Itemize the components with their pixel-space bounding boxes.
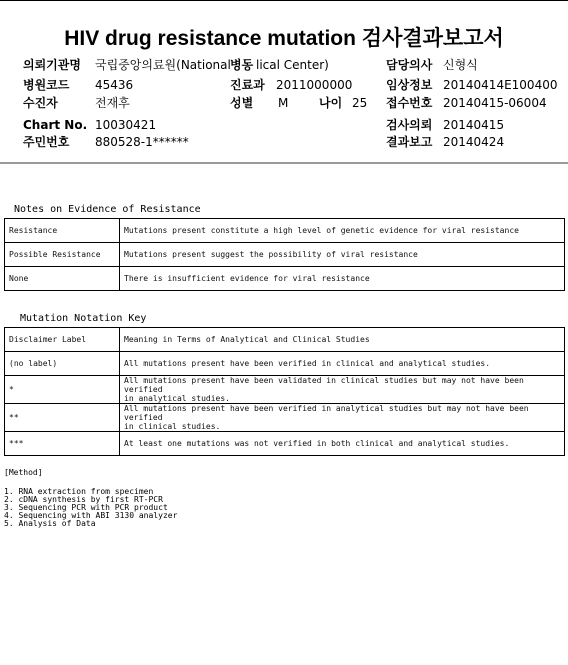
table-header-row: [5, 328, 565, 352]
table-row: [5, 432, 565, 456]
evidence-section-title: Notes on Evidence of Resistance: [14, 204, 201, 215]
notation-label: (no label): [5, 352, 120, 376]
method-step: 5. Analysis of Data: [4, 519, 96, 528]
notation-label: *: [5, 376, 120, 404]
notation-line: All mutations present have been verified in clinical and analytical studies.: [124, 359, 491, 368]
table-row: [5, 267, 565, 291]
hospital-code-label: 병원코드: [23, 78, 70, 92]
age-label: 나이: [319, 96, 343, 110]
sex-label: 성별: [230, 96, 254, 110]
institution-label: 의뢰기관명: [23, 58, 81, 72]
evidence-label: Possible Resistance: [5, 243, 120, 267]
dept-label: 진료과: [230, 78, 265, 92]
notation-line: All mutations present have been verified in analytical studies but may not have been verified: [124, 404, 529, 422]
table-row: [5, 376, 565, 404]
clinical-label: 임상정보: [386, 78, 433, 92]
request-label: 검사의뢰: [386, 118, 433, 132]
notation-line: in analytical studies.: [124, 394, 230, 403]
table-row: [5, 219, 565, 243]
dept-value: 2011000000: [276, 78, 353, 92]
notation-text: [120, 432, 565, 456]
notation-text: [120, 404, 565, 432]
institution-value: 국립중앙의료원(National: [95, 58, 231, 72]
notation-text: [120, 376, 565, 404]
method-title: [Method]: [4, 468, 43, 477]
hospital-code-value: 45436: [95, 78, 134, 92]
method-step: 3. Sequencing PCR with PCR product: [4, 503, 168, 512]
receipt-value: 20140415-06004: [443, 96, 547, 110]
header-separator: [0, 162, 568, 164]
doctor-label: 담당의사: [386, 58, 433, 72]
patient-value: 전재후: [95, 96, 130, 110]
table-row: [5, 243, 565, 267]
evidence-text: Mutations present suggest the possibility of viral resistance: [120, 243, 565, 267]
evidence-label: Resistance: [5, 219, 120, 243]
receipt-label: 접수번호: [386, 96, 433, 110]
notation-line: At least one mutations was not verified in both clinical and analytical studies.: [124, 439, 510, 448]
clinical-value: 20140414E100400: [443, 78, 558, 92]
report-label: 결과보고: [386, 135, 433, 149]
chart-label: Chart No.: [23, 118, 88, 132]
notation-label: ***: [5, 432, 120, 456]
method-step: 4. Sequencing with ABI 3130 analyzer: [4, 511, 178, 520]
table-row: [5, 404, 565, 432]
request-value: 20140415: [443, 118, 505, 132]
evidence-table: [4, 218, 565, 291]
chart-value: 10030421: [95, 118, 157, 132]
ward-label: 병동: [230, 58, 254, 72]
method-step: 1. RNA extraction from specimen: [4, 487, 154, 496]
report-title: HIV drug resistance mutation 검사결과보고서: [64, 27, 504, 50]
notation-header-label: Disclaimer Label: [5, 328, 120, 352]
notation-line: All mutations present have been validated in clinical studies but may not have been verified: [124, 376, 524, 394]
age-value: 25: [352, 96, 368, 110]
doctor-value: 신형식: [443, 58, 478, 72]
patient-label: 수진자: [23, 96, 58, 110]
method-step: 2. cDNA synthesis by first RT-PCR: [4, 495, 163, 504]
notation-text: [120, 352, 565, 376]
evidence-text: There is insufficient evidence for viral resistance: [120, 267, 565, 291]
table-row: [5, 352, 565, 376]
notation-header-text: Meaning in Terms of Analytical and Clinical Studies: [120, 328, 565, 352]
report-value: 20140424: [443, 135, 505, 149]
notation-table: [4, 327, 565, 456]
evidence-label: None: [5, 267, 120, 291]
notation-section-title: Mutation Notation Key: [20, 313, 147, 324]
notation-label: **: [5, 404, 120, 432]
evidence-text: Mutations present constitute a high level of genetic evidence for viral resistance: [120, 219, 565, 243]
rrn-label: 주민번호: [23, 135, 70, 149]
rrn-value: 880528-1******: [95, 135, 189, 149]
sex-value: M: [278, 96, 289, 110]
top-border: [0, 0, 568, 1]
ward-value: lical Center): [256, 58, 329, 72]
notation-line: in clinical studies.: [124, 422, 221, 431]
